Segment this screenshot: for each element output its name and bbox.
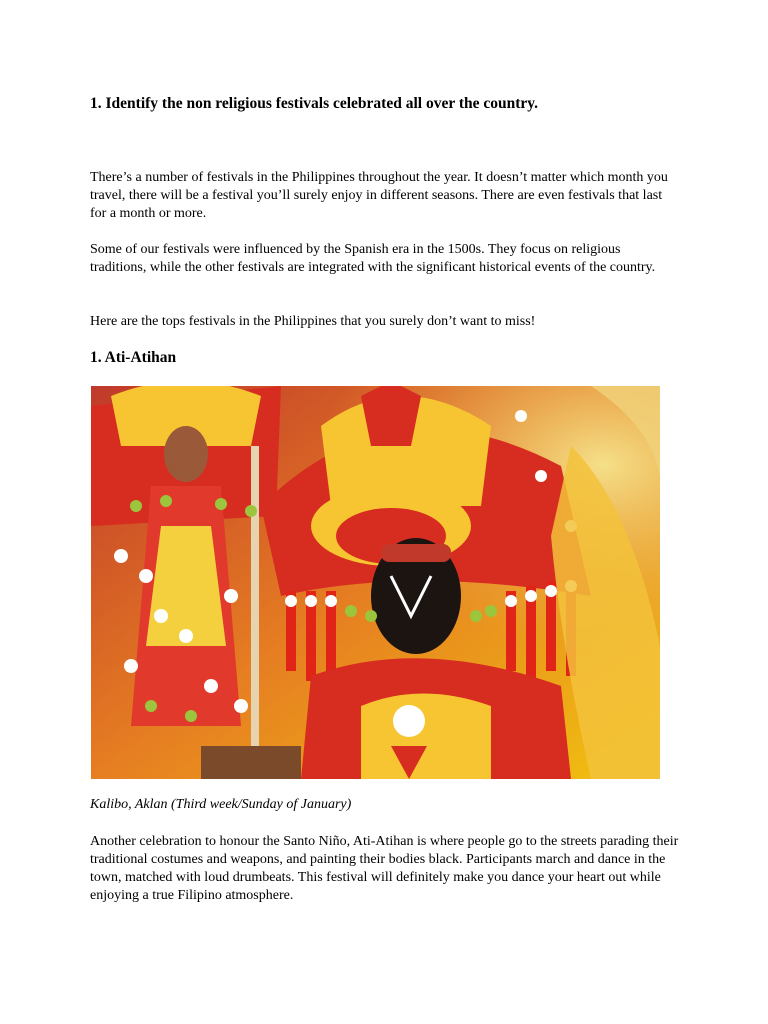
history-paragraph: Some of our festivals were influenced by the Spanish era in the 1500s. They focus on religious traditions, while the other festivals are integrated with the significant historical events of the country. <box>90 242 656 275</box>
ati-atihan-photo <box>91 386 660 779</box>
festival-description: Another celebration to honour the Santo Niño, Ati-Atihan is where people go to the streets parading their traditional costumes and weapons, and painting their bodies black. Participants march and dance in the town, matched with loud drumbeats. This festival will definitely make you dance your heart out while enjoying a true Filipino atmosphere. <box>90 834 679 903</box>
lead-in-paragraph: Here are the tops festivals in the Philippines that you surely don’t want to miss! <box>90 314 536 329</box>
intro-paragraph: There’s a number of festivals in the Philippines throughout the year. It doesn’t matter which month you travel, there will be a festival you’ll surely enjoy in different seasons. There are even festivals that last for a month or more. <box>90 170 668 221</box>
question-heading: 1. Identify the non religious festivals celebrated all over the country. <box>90 95 539 112</box>
photo-caption: Kalibo, Aklan (Third week/Sunday of January) <box>90 797 352 812</box>
festival-heading: 1. Ati-Atihan <box>90 349 177 366</box>
